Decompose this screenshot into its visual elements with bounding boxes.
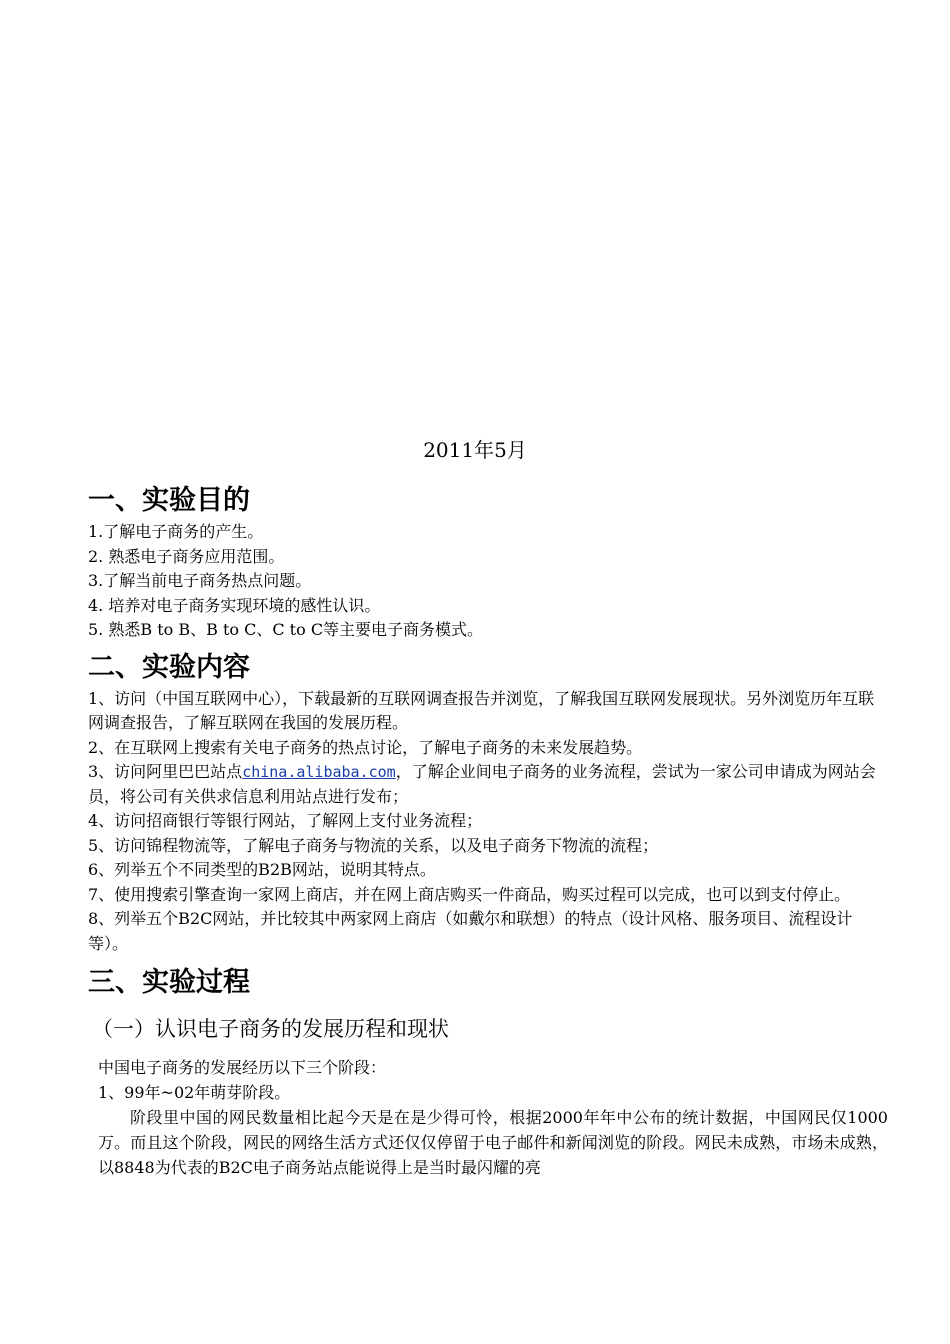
stage-paragraph: 阶段里中国的网民数量相比起今天是在是少得可怜，根据2000年年中公布的统计数据，中国网民仅1000万。而且这个阶段，网民的网络生活方式还仅仅停留于电子邮件和新闻浏览的阶段。网民未成熟，市场未成熟，以8848为代表的B2C电子商务站点能说得上是当时最闪耀的亮 — [98, 1108, 888, 1177]
stage-heading: 1、99年~02年萌芽阶段。 — [98, 1082, 291, 1102]
document-date: 2011年5月 — [423, 438, 527, 462]
subsection-title: （一）认识电子商务的发展历程和现状 — [92, 1017, 449, 1041]
content-item: 5、访问锦程物流等，了解电子商务与物流的关系，以及电子商务下物流的流程； — [88, 835, 659, 855]
document-body — [88, 482, 888, 1180]
purpose-list — [88, 520, 888, 643]
purpose-item: 4. 培养对电子商务实现环境的感性认识。 — [88, 595, 381, 615]
purpose-item: 3.了解当前电子商务热点问题。 — [88, 571, 312, 590]
section-title-process: 三、实验过程 — [88, 967, 250, 998]
alibaba-link[interactable]: china.alibaba.com — [242, 763, 396, 781]
content-item: 1、访问（中国互联网中心），下载最新的互联网调查报告并浏览，了解我国互联网发展现状。另外浏览历年互联网调查报告，了解互联网在我国的发展历程。 — [88, 688, 875, 732]
content-item: 7、使用搜索引擎查询一家网上商店，并在网上商店购买一件商品，购买过程可以完成，也可以到支付停止。 — [88, 884, 851, 904]
purpose-item: 2. 熟悉电子商务应用范围。 — [88, 546, 285, 566]
content-item-prefix: 3、访问阿里巴巴站点 — [88, 762, 243, 781]
content-item: 2、在互联网上搜索有关电子商务的热点讨论，了解电子商务的未来发展趋势。 — [88, 737, 643, 757]
content-item: 4、访问招商银行等银行网站，了解网上支付业务流程； — [88, 811, 483, 830]
purpose-item: 5. 熟悉B to B、B to C、C to C等主要电子商务模式。 — [88, 620, 484, 639]
content-item: 8、列举五个B2C网站，并比较其中两家网上商店（如戴尔和联想）的特点（设计风格、服务项目、流程设计等）。 — [88, 909, 853, 953]
content-item-alibaba — [88, 760, 888, 809]
content-item: 6、列举五个不同类型的B2B网站，说明其特点。 — [88, 860, 436, 879]
section-title-purpose: 一、实验目的 — [88, 485, 250, 516]
content-item-suffix: ，了解企业间电子商务的业务流程，尝试为一家公司申请成为网站会员，将公司有关供求信息利用站点进行发布； — [88, 762, 876, 806]
process-body — [98, 1056, 888, 1180]
purpose-item: 1.了解电子商务的产生。 — [88, 522, 264, 541]
process-intro: 中国电子商务的发展经历以下三个阶段： — [98, 1058, 387, 1077]
content-list — [88, 687, 888, 957]
section-title-content: 二、实验内容 — [88, 651, 250, 683]
